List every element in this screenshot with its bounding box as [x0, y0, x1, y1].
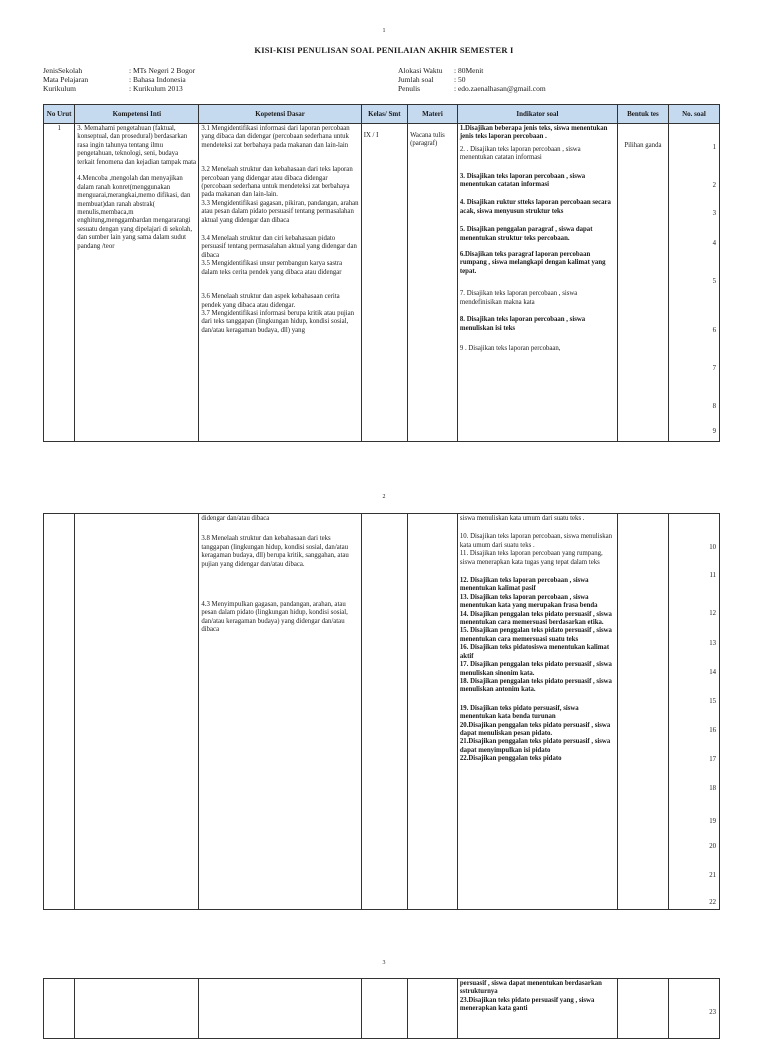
indikator-item: 10. Disajikan teks laporan percobaan, siswa menuliskan kata umum dari suatu teks . [459, 533, 613, 549]
kompetensi-inti [75, 514, 199, 910]
indikator-item: 17. Disajikan penggalan teks pidato persuasif , siswa menuliskan sinonim kata. [459, 661, 612, 677]
kisi-table-page1 [43, 104, 720, 442]
kisi-table-page3 [43, 978, 720, 1039]
indikator-item: 15. Disajikan penggalan teks pidato persuasif , siswa menentukan cara memersuasi suatu teks [459, 627, 612, 643]
soal-number: 22 [709, 899, 716, 906]
soal-number: 9 [712, 428, 716, 435]
row-number: 1 [44, 124, 75, 442]
meta-key: Jumlah soal [398, 75, 434, 85]
indikator-item: 14. Disajikan penggalan teks pidato persuasif , siswa menentukan cara memersuasi berdasarkan etika. [459, 610, 612, 627]
soal-number: 6 [712, 327, 716, 334]
indikator-soal [457, 514, 617, 910]
kd-item: 3.8 Menelaah struktur dan kebahasaan dari teks tanggapan (lingkungan hidup, kondisi sosial, dan/atau keragaman budaya, dll) berupa kritik, sanggahan, atau pujian yang didengar dan/atau dibaca. [201, 535, 349, 568]
bentuk-tes: Pilihan ganda [617, 124, 668, 442]
indikator-soal [457, 124, 617, 442]
indikator-item: 6.Disajikan teks paragraf laporan percobaan rumpang , siswa melangkapi dengan kalimat yang tepat. [459, 251, 606, 275]
soal-number: 15 [709, 698, 716, 705]
indikator-item: 18. Disajikan penggalan teks pidato persuasif , siswa menuliskan antonim kata. [459, 677, 612, 694]
indikator-soal [457, 979, 617, 1039]
kompetensi-dasar [199, 979, 361, 1039]
header-kd: Kopetensi Dasar [199, 105, 361, 124]
indikator-item: 2. . Disajikan teks laporan percobaan , siswa menentukan catatan informasi [459, 145, 581, 162]
indikator-item: 1.Disajikan beberapa jenis teks, siswa menentukan jenis teks laporan percobaan . [459, 125, 608, 141]
soal-number: 2 [712, 182, 716, 189]
indikator-item: 9 . Disajikan teks laporan percobaan, [459, 344, 561, 352]
soal-number: 10 [709, 544, 716, 551]
soal-number: 12 [709, 610, 716, 617]
indikator-item: 16. Disajikan teks pidatosiswa menentukan kalimat aktif [459, 644, 610, 660]
soal-number: 23 [709, 1009, 716, 1016]
row-number [44, 979, 75, 1039]
indikator-item: 4. Disajikan ruktur stteks laporan percobaan secara acak, siswa menyusun struktur teks [459, 199, 611, 215]
kd-item: 3.5 Mengidentifikasi unsur pembangun karya sastra dalam teks cerita pendek yang dibaca atau didengar [201, 260, 343, 276]
row-number [44, 514, 75, 910]
nomor-soal [668, 979, 719, 1039]
meta-left [43, 66, 195, 94]
indikator-item: persuasif , siswa dapat menentukan berdasarkan sstrukturnya [459, 980, 602, 996]
soal-number: 19 [709, 818, 716, 825]
kompetensi-inti: 3. Memahami pengetahuan (faktual, konseptual, dan prosedural) berdasarkan rasa ingin tahunya tentang ilmu pengetahuan, teknologi, seni, budaya terkait fenomena dan kejadian tampak mata 4.Mencoba ,mengolah dan menyajikan dalam ranah konret(menggunakan menguarai,merangkai,memo difikasi, dan membuat)dan ranah abstrak( menulis,membaca,m enghitung,menggambardan mengararangi sesuatu dengan yang dipelajari di sekolah, dan sumber lain yang sama dalam sudut pandang /teor [75, 124, 199, 442]
bentuk-tes [617, 514, 668, 910]
meta-key: Kurikulum [43, 84, 76, 94]
soal-number: 11 [709, 572, 716, 579]
soal-number: 3 [712, 210, 716, 217]
indikator-item: 23.Disajikan teks pidato persuasif yang , siswa menerapkan kata ganti [459, 996, 595, 1013]
page-number: 2 [382, 494, 386, 500]
indikator-item: 13. Disajikan teks laporan percobaan , siswa menentukan kata yang merupakan frasa benda [459, 593, 598, 610]
kd-item: 3.7 Mengidentifikasi informasi berupa kritik atau pujian dari teks tanggapan (lingkungan hidup, kondisi sosial, dan/atau keragaman budaya, dll) yang [201, 309, 355, 334]
soal-number: 1 [712, 144, 716, 151]
indikator-item: 3. Disajikan teks laporan percobaan , siswa menentukan catatan informasi [459, 172, 586, 189]
soal-number: 5 [712, 278, 716, 285]
bentuk-tes [617, 979, 668, 1039]
soal-number: 14 [709, 669, 716, 676]
materi: Wacana tulis (paragraf) [408, 124, 458, 442]
kd-item: 3.6 Menelaah struktur dan aspek kebahasaan cerita pendek yang dibaca atau didengar. [201, 293, 340, 309]
meta-value: : Bahasa Indonesia [129, 75, 186, 85]
soal-number: 21 [709, 872, 716, 879]
meta-key: Mata Pelajaran [43, 75, 89, 85]
indikator-item: siswa menuliskan kata umum dari suatu teks . [459, 515, 585, 522]
kd-item: 3.3 Mengidentifikasi gagasan, pikiran, pandangan, arahan atau pesan dalam pidato persuasif tentang permasalahan aktual yang didengar dan dibaca [201, 199, 359, 224]
header-ki: Kompetensi Inti [75, 105, 199, 124]
meta-key: Penulis [398, 84, 421, 94]
nomor-soal [668, 124, 719, 442]
header-no: No Urut [44, 105, 75, 124]
page-number: 1 [382, 28, 386, 34]
kompetensi-inti [75, 979, 199, 1039]
header-nosoal: No. soal [668, 105, 719, 124]
kd-item: 4.3 Menyimpulkan gagasan, pandangan, arahan, atau pesan dalam pidato (lingkungan hidup, kondisi sosial, dan/atau keragaman budaya) yang didengar dan/atau dibaca [201, 601, 348, 634]
nomor-soal [668, 514, 719, 910]
meta-value: : edo.zaenalhasan@gmail.com [454, 84, 546, 94]
indikator-item: 22.Disajikan penggalan teks pidato [459, 755, 562, 763]
kisi-table-page2 [43, 513, 720, 910]
meta-value: : Kurikulum 2013 [129, 84, 183, 94]
meta-key: JenisSekolah [43, 66, 83, 75]
indikator-item: 19. Disajikan teks pidato persuasif, siswa menentukan kata benda turunan [459, 704, 579, 721]
kompetensi-dasar [199, 124, 361, 442]
indikator-item: 11. Disajikan teks laporan percobaan yang rumpang, siswa menerapkan kata tugas yang tepat dalam teks [459, 550, 603, 566]
kd-item: 3.1 Mengidentifikasi informasi dari laporan percobaan yang dibaca dan didengar (percobaan sederhana untuk mendeteksi zat berbahaya pada makanan dan lain-lain [201, 125, 350, 149]
meta-value: : 50 [454, 75, 466, 85]
soal-number: 4 [712, 240, 716, 247]
header-indikator: Indikator soal [457, 105, 617, 124]
kd-item: didengar dan/atau dibaca [201, 515, 270, 522]
soal-number: 17 [709, 756, 716, 763]
meta-value: : MTs Negeri 2 Bogor [129, 66, 196, 75]
soal-number: 18 [709, 785, 716, 792]
indikator-item: 21.Disajikan penggalan teks pidato persuasif , siswa dapat menyimpulkan isi pidato [459, 738, 611, 754]
soal-number: 7 [712, 365, 716, 372]
kelas-semester [361, 979, 407, 1039]
indikator-item: 8. Disajikan teks laporan percobaan , siswa menuliskan isi teks [459, 316, 586, 332]
soal-number: 8 [712, 403, 716, 410]
indikator-item: 5. Disajikan penggalan paragraf , siswa dapat menentukan struktur teks percobaan. [459, 226, 593, 242]
meta-right [398, 66, 546, 94]
header-kelas: Kelas/ Smt [361, 105, 407, 124]
kd-item: 3.2 Menelaah struktur dan kebahasaan dari teks laporan percobaan yang didengar atau dibaca didengar (percobaan sederhana untuk mendeteksi zat berbahaya pada makanan dan lain-lain. [201, 166, 353, 199]
indikator-item: 7. Disajikan teks laporan percobaan , siswa mendefinisikan makna kata [459, 290, 578, 306]
header-bentuk: Bentuk tes [617, 105, 668, 124]
materi [408, 514, 458, 910]
indikator-item: 20.Disajikan penggalan teks pidato persuasif , siswa dapat menuliskan pesan pidato. [459, 721, 611, 737]
soal-number: 16 [709, 727, 716, 734]
kelas-semester: IX / I [361, 124, 407, 442]
indikator-item: 12. Disajikan teks laporan percobaan , siswa menentukan kalimat pasif [459, 577, 589, 593]
page-number: 3 [382, 960, 386, 966]
kompetensi-dasar [199, 514, 361, 910]
header-materi: Materi [408, 105, 458, 124]
document-title: KISI-KISI PENULISAN SOAL PENILAIAN AKHIR SEMESTER I [254, 45, 514, 55]
kelas-semester [361, 514, 407, 910]
materi [408, 979, 458, 1039]
meta-key: Alokasi Waktu [398, 66, 443, 75]
kd-item: 3.4 Menelaah struktur dan ciri kebahasaan pidato persuasif tentang permasalahan aktual yang didengar dan dibaca [201, 235, 357, 259]
soal-number: 13 [709, 640, 716, 647]
soal-number: 20 [709, 843, 716, 850]
meta-value: : 80Menit [454, 66, 484, 75]
